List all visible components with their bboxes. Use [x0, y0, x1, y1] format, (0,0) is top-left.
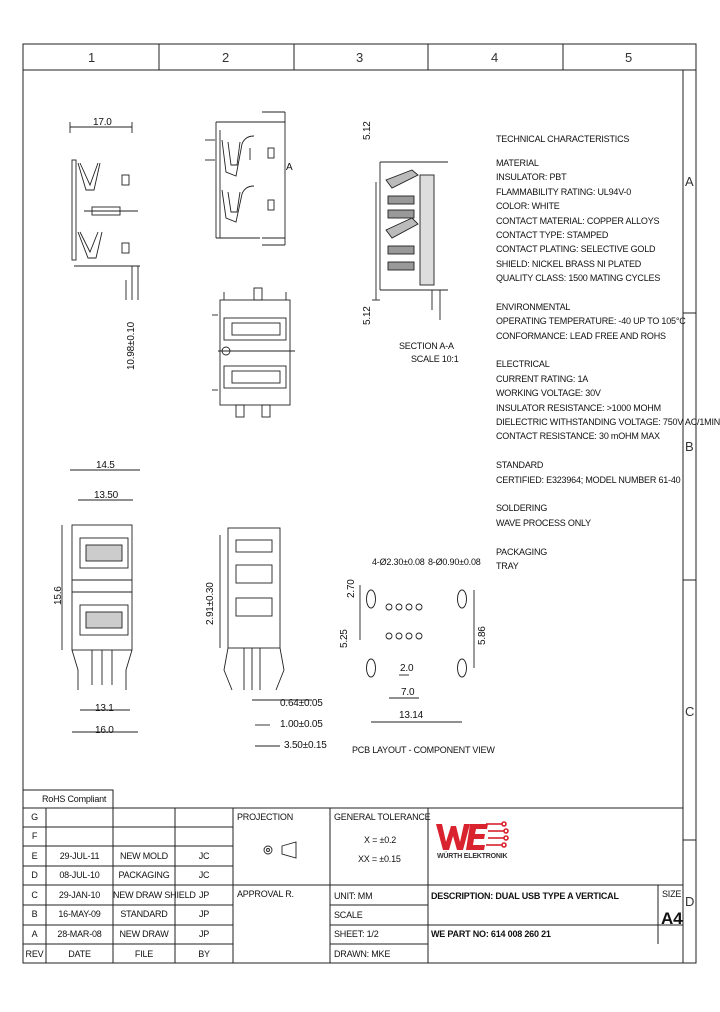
rohs-label: RoHS Compliant [42, 794, 107, 804]
spec-line: DIELECTRIC WITHSTANDING VOLTAGE: 750V AC/1MIN [496, 417, 720, 428]
unit-label: UNIT: MM [334, 891, 373, 901]
spec-line: SOLDERING [496, 503, 548, 514]
column-label: 1 [88, 50, 96, 65]
dim-pcb-v1: 2.70 [346, 579, 357, 598]
dim-side-height: 2.91±0.30 [205, 582, 216, 625]
revision-file-cell: NEW DRAW SHIELD [113, 890, 196, 900]
dim-section-bottom: 5.12 [362, 306, 373, 325]
dim-front-width-1: 14.5 [96, 460, 115, 471]
revision-by-cell: JP [198, 890, 210, 900]
revision-rev-cell: E [31, 851, 38, 861]
spec-spacer [496, 345, 676, 359]
revision-by-cell: JP [198, 909, 210, 919]
spec-line: ENVIRONMENTAL [496, 301, 571, 312]
scale-field: SCALE [334, 910, 363, 920]
revision-header-date: DATE [68, 949, 91, 959]
spec-line: CONTACT RESISTANCE: 30 mOHM MAX [496, 431, 660, 442]
dim-front-bottom-1: 13.1 [95, 703, 114, 714]
spec-line: INSULATOR: PBT [496, 172, 567, 183]
section-label: SECTION A-A [399, 341, 454, 351]
revision-date-cell: 29-JUL-11 [59, 851, 100, 861]
revision-rev-cell: B [31, 909, 38, 919]
specs-heading: TECHNICAL CHARACTERISTICS [496, 134, 630, 144]
dim-top-width: 17.0 [93, 117, 112, 128]
spec-spacer [496, 489, 676, 503]
dim-front-width-2: 13.50 [94, 490, 119, 501]
spec-spacer [496, 446, 676, 460]
tolerance-1: X = ±0.2 [364, 835, 397, 845]
specs-list [496, 158, 720, 575]
drawn-label: DRAWN: MKE [334, 949, 391, 959]
size-value: A4 [661, 909, 683, 928]
spec-line: CONFORMANCE: LEAD FREE AND ROHS [496, 330, 666, 341]
row-label: A [685, 174, 694, 189]
spec-line: PACKAGING [496, 546, 548, 557]
dim-pin-3: 3.50±0.15 [284, 740, 327, 751]
section-view-drawing [372, 162, 448, 320]
revision-date-cell: 28-MAR-08 [57, 929, 102, 939]
dim-side-length: 10.98±0.10 [126, 322, 137, 370]
spec-line: CONTACT PLATING: SELECTIVE GOLD [496, 244, 656, 255]
dim-pin-2: 1.00±0.05 [280, 719, 323, 730]
spec-line: OPERATING TEMPERATURE: -40 UP TO 105°C [496, 316, 686, 327]
revision-header-rev: REV [25, 949, 44, 959]
row-label: B [685, 439, 694, 454]
dim-pcb-v2: 5.25 [339, 629, 350, 648]
spec-line: CURRENT RATING: 1A [496, 373, 589, 384]
spec-line: CONTACT MATERIAL: COPPER ALLOYS [496, 215, 660, 226]
revision-rev-cell: A [31, 929, 38, 939]
dim-pcb-h2: 7.0 [401, 687, 415, 698]
dim-pcb-h1: 2.0 [400, 663, 414, 674]
revision-rev-cell: D [31, 870, 38, 880]
section-marker: A [286, 162, 293, 173]
tolerance-2: XX = ±0.15 [358, 854, 401, 864]
column-label: 5 [625, 50, 633, 65]
pcb-layout-drawing [360, 585, 474, 722]
spec-spacer [496, 288, 676, 302]
revision-by-cell: JP [198, 929, 210, 939]
technical-characteristics [496, 134, 720, 575]
spec-line: WAVE PROCESS ONLY [496, 517, 591, 528]
column-label: 4 [491, 50, 499, 65]
dim-front-height: 15.6 [53, 586, 64, 605]
spec-line: CERTIFIED: E323964; MODEL NUMBER 61-40 [496, 474, 681, 485]
revision-date-cell: 08-JUL-10 [59, 870, 100, 880]
general-tolerance-label: GENERAL TOLERANCE [334, 812, 431, 822]
column-label: 3 [356, 50, 364, 65]
spec-line: CONTACT TYPE: STAMPED [496, 229, 609, 240]
column-label: 2 [222, 50, 230, 65]
spec-line: TRAY [496, 560, 519, 571]
pcb-layout-label: PCB LAYOUT - COMPONENT VIEW [352, 745, 495, 755]
revision-file-cell: STANDARD [120, 909, 168, 919]
revision-rev-cell: G [31, 812, 38, 822]
projection-symbol [264, 842, 296, 858]
dim-section-top: 5.12 [362, 121, 373, 140]
revision-rev-cell: F [31, 831, 38, 841]
dim-pcb-v3: 5.86 [477, 626, 488, 645]
part-number: WE PART NO: 614 008 260 21 [431, 929, 551, 939]
row-label: D [685, 894, 695, 909]
dim-pcb-holes-small: 8-Ø0.90±0.08 [428, 557, 481, 567]
spec-line: COLOR: WHITE [496, 201, 560, 212]
revision-file-cell: NEW MOLD [120, 851, 168, 861]
wurth-logo [434, 814, 514, 864]
approval-label: APPROVAL R. [237, 889, 294, 899]
revision-by-cell: JC [198, 851, 210, 861]
spec-line: WORKING VOLTAGE: 30V [496, 388, 601, 399]
revision-date-cell: 29-JAN-10 [58, 890, 101, 900]
spec-spacer [496, 532, 676, 546]
logo-text: WÜRTH ELEKTRONIK [437, 853, 508, 860]
dim-pcb-h3: 13.14 [399, 710, 424, 721]
spec-line: STANDARD [496, 460, 544, 471]
row-label: C [685, 704, 695, 719]
front-view-drawing [212, 288, 295, 417]
sheet-label: SHEET: 1/2 [334, 929, 379, 939]
spec-line: INSULATOR RESISTANCE: >1000 MOHM [496, 402, 661, 413]
top-view-drawing [70, 122, 140, 300]
revision-date-cell: 16-MAY-09 [58, 909, 101, 919]
spec-line: SHIELD: NICKEL BRASS NI PLATED [496, 258, 642, 269]
revision-header-file: FILE [134, 949, 154, 959]
size-label: SIZE [662, 889, 682, 899]
scale-label: SCALE 10:1 [411, 354, 459, 364]
revision-rev-cell: C [31, 890, 38, 900]
side-view-drawing [205, 112, 285, 245]
spec-line: ELECTRICAL [496, 359, 550, 370]
front-lower-drawing [62, 470, 140, 732]
revision-by-cell: JC [198, 870, 210, 880]
dim-pcb-holes-large: 4-Ø2.30±0.08 [372, 557, 425, 567]
dim-pin-1: 0.64±0.05 [280, 698, 323, 709]
dim-front-bottom-2: 16.0 [95, 725, 114, 736]
spec-line: FLAMMABILITY RATING: UL94V-0 [496, 186, 632, 197]
revision-file-cell: PACKAGING [118, 870, 170, 880]
revision-header-by: BY [198, 949, 210, 959]
revision-file-cell: NEW DRAW [119, 929, 169, 939]
side-lower-drawing [220, 528, 312, 746]
description: DESCRIPTION: DUAL USB TYPE A VERTICAL [431, 891, 619, 901]
projection-label: PROJECTION [237, 812, 294, 822]
spec-line: QUALITY CLASS: 1500 MATING CYCLES [496, 273, 661, 284]
spec-line: MATERIAL [496, 158, 539, 168]
